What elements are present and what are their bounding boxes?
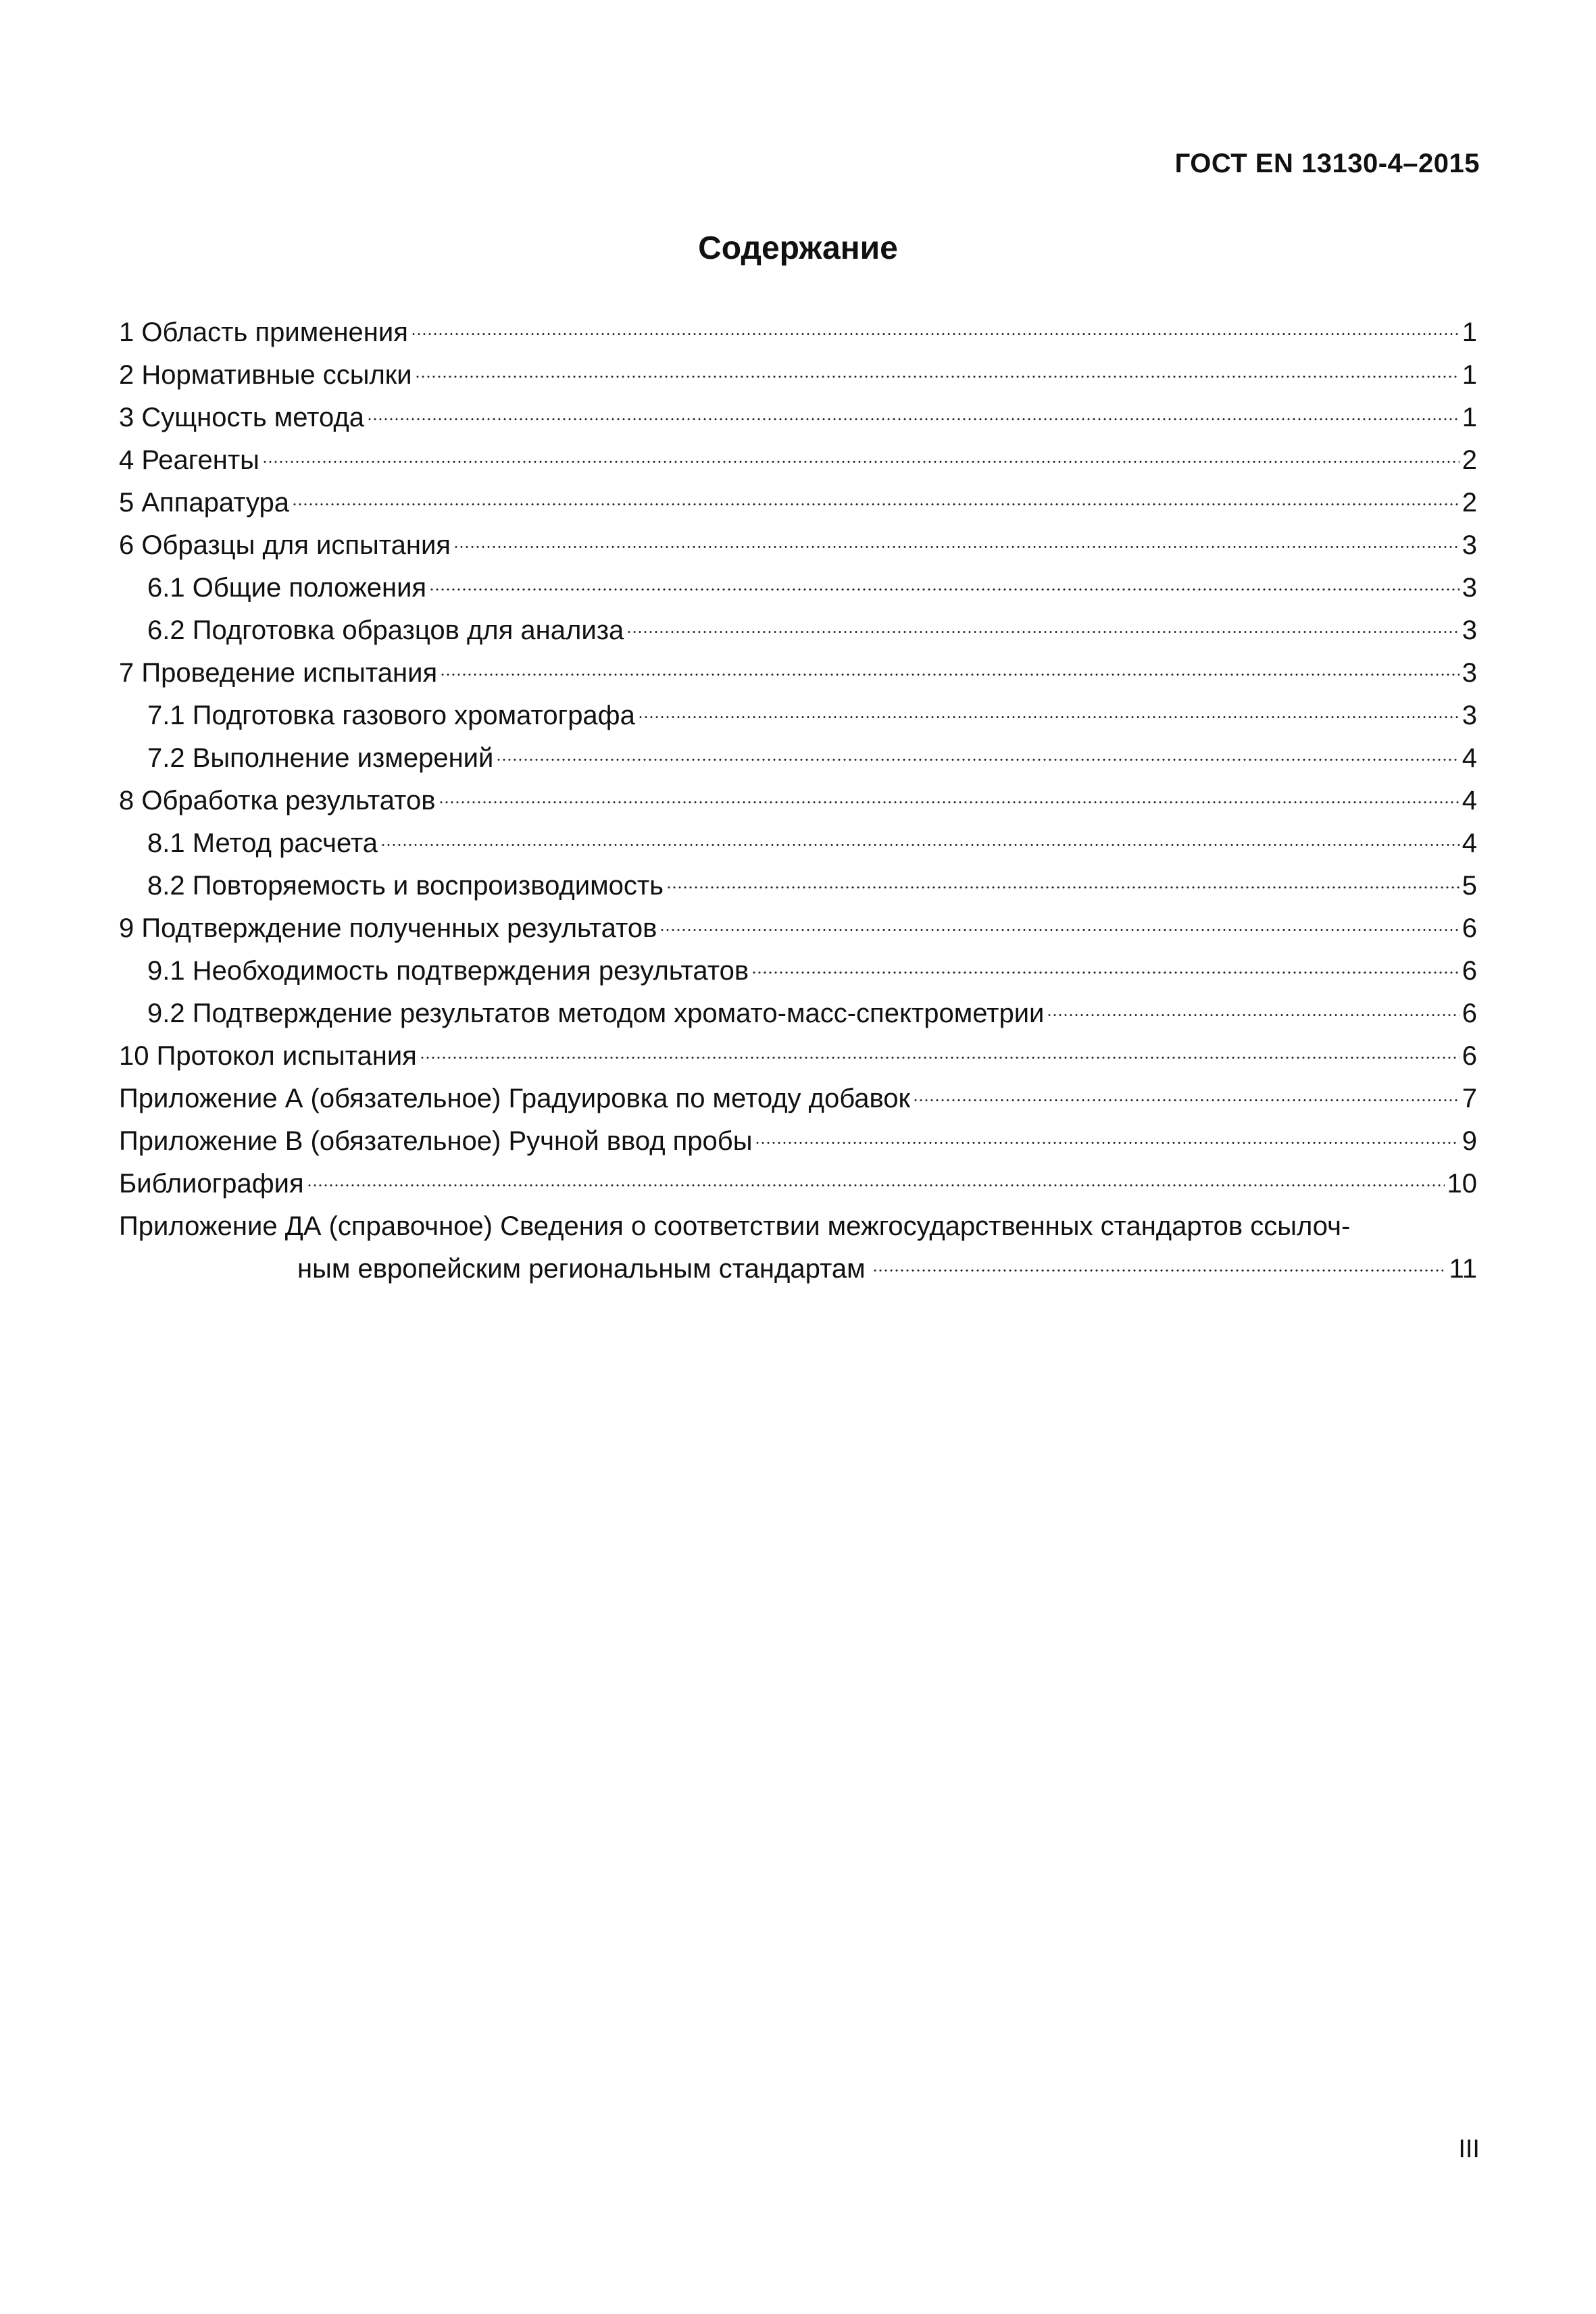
toc-entry-title: 8.1 Метод расчета [147,828,378,858]
toc-dot-leader [440,674,1460,676]
document-code: ГОСТ EN 13130-4–2015 [1174,149,1480,178]
toc-entry-page: 10 [1447,1169,1477,1199]
toc-entry[interactable] [119,865,1477,907]
toc-entry-page: 2 [1462,488,1477,518]
page-number: III [1458,2135,1480,2163]
toc-dot-leader [659,929,1459,931]
toc-dot-leader [638,716,1460,718]
toc-entry[interactable] [119,609,1477,652]
toc-entry-title: 2 Нормативные ссылки [119,360,412,390]
toc-entry-page: 1 [1462,360,1477,390]
toc-dot-leader [380,844,1460,846]
toc-dot-leader [292,503,1460,505]
toc-entry-title: 10 Протокол испытания [119,1041,417,1071]
toc-entry-page: 3 [1462,573,1477,603]
toc-entry-page: 3 [1462,615,1477,645]
table-of-contents [119,311,1477,1290]
toc-dot-leader [429,588,1460,590]
toc-dot-leader [751,972,1460,974]
toc-entry[interactable] [119,1163,1477,1205]
toc-dot-leader [307,1184,1445,1186]
toc-entry[interactable] [119,992,1477,1035]
toc-entry[interactable] [119,311,1477,354]
toc-dot-leader [367,418,1460,420]
toc-entry[interactable] [119,907,1477,950]
toc-dot-leader [439,801,1460,803]
toc-dot-leader [626,631,1459,633]
toc-entry-title: Библиография [119,1169,304,1199]
toc-entry-page: 3 [1462,530,1477,560]
toc-entry[interactable] [119,482,1477,524]
toc-entry-title: 9 Подтверждение полученных результатов [119,913,657,943]
toc-entry[interactable] [119,780,1477,822]
toc-entry-page: 4 [1462,786,1477,815]
toc-entry-page: 7 [1462,1084,1477,1113]
toc-entry[interactable] [119,737,1477,780]
toc-dot-leader [1047,1014,1459,1016]
toc-entry-title: 6.1 Общие положения [147,573,427,603]
toc-entry[interactable] [119,1035,1477,1078]
toc-entry-title: 3 Сущность метода [119,403,365,432]
toc-dot-leader [415,376,1460,378]
toc-entry[interactable] [119,1120,1477,1163]
toc-entry-page: 6 [1462,1041,1477,1071]
toc-entry[interactable] [119,652,1477,695]
toc-entry-page: 5 [1462,871,1477,901]
toc-entry-title: 8.2 Повторяемость и воспроизводимость [147,871,664,901]
toc-dot-leader [453,546,1460,548]
toc-entry[interactable] [119,354,1477,397]
toc-entry-page: 4 [1462,743,1477,773]
toc-entry-title: 7.1 Подготовка газового хроматографа [147,701,635,730]
toc-entry-page: 9 [1462,1126,1477,1156]
toc-entry[interactable] [119,397,1477,439]
toc-entry-page: 3 [1462,701,1477,730]
toc-dot-leader [913,1099,1460,1101]
toc-entry-title: 8 Обработка результатов [119,786,436,815]
toc-entry-title: 9.2 Подтверждение результатов методом хромато-масс-спектрометрии [147,999,1045,1028]
toc-entry-title: 1 Область применения [119,318,408,347]
toc-entry-page: 3 [1462,658,1477,688]
toc-entry-title: 6 Образцы для испытания [119,530,451,560]
toc-entry-page: 1 [1462,403,1477,432]
toc-title: Содержание [698,230,898,266]
toc-dot-leader [420,1057,1460,1059]
toc-entry[interactable] [119,822,1477,865]
toc-entry-page: 11 [1449,1254,1477,1284]
toc-entry-page: 4 [1462,828,1477,858]
toc-entry-title: 7 Проведение испытания [119,658,438,688]
toc-dot-leader [411,333,1460,335]
toc-entry-title: 9.1 Необходимость подтверждения результатов [147,956,749,986]
toc-entry-title: 5 Аппаратура [119,488,290,518]
toc-entry[interactable] [119,950,1477,992]
toc-entry-page: 2 [1462,445,1477,475]
toc-dot-leader [755,1142,1459,1144]
toc-entry-title: 7.2 Выполнение измерений [147,743,494,773]
toc-entry-title: Приложение В (обязательное) Ручной ввод пробы [119,1126,753,1156]
toc-dot-leader [872,1269,1444,1272]
toc-entry-title: Приложение А (обязательное) Градуировка по методу добавок [119,1084,911,1113]
toc-entry-page: 1 [1462,318,1477,347]
toc-entry-title: 4 Реагенты [119,445,259,475]
toc-entry-annex-da[interactable] [119,1205,1477,1290]
toc-entry[interactable] [119,695,1477,737]
toc-entry[interactable] [119,1078,1477,1120]
toc-dot-leader [496,759,1459,761]
toc-dot-leader [666,886,1460,888]
toc-entry[interactable] [119,439,1477,482]
toc-entry-page: 6 [1462,999,1477,1028]
toc-entry-title-line2: ным европейским региональным стандартам [297,1254,866,1284]
toc-entry-page: 6 [1462,913,1477,943]
toc-list [119,311,1477,1205]
toc-entry[interactable] [119,567,1477,609]
toc-dot-leader [262,461,1460,463]
toc-entry-page: 6 [1462,956,1477,986]
toc-entry-title-line1: Приложение ДА (справочное) Сведения о соответствии межгосударственных стандартов ссылоч- [119,1211,1351,1241]
toc-entry[interactable] [119,524,1477,567]
toc-entry-title: 6.2 Подготовка образцов для анализа [147,615,624,645]
